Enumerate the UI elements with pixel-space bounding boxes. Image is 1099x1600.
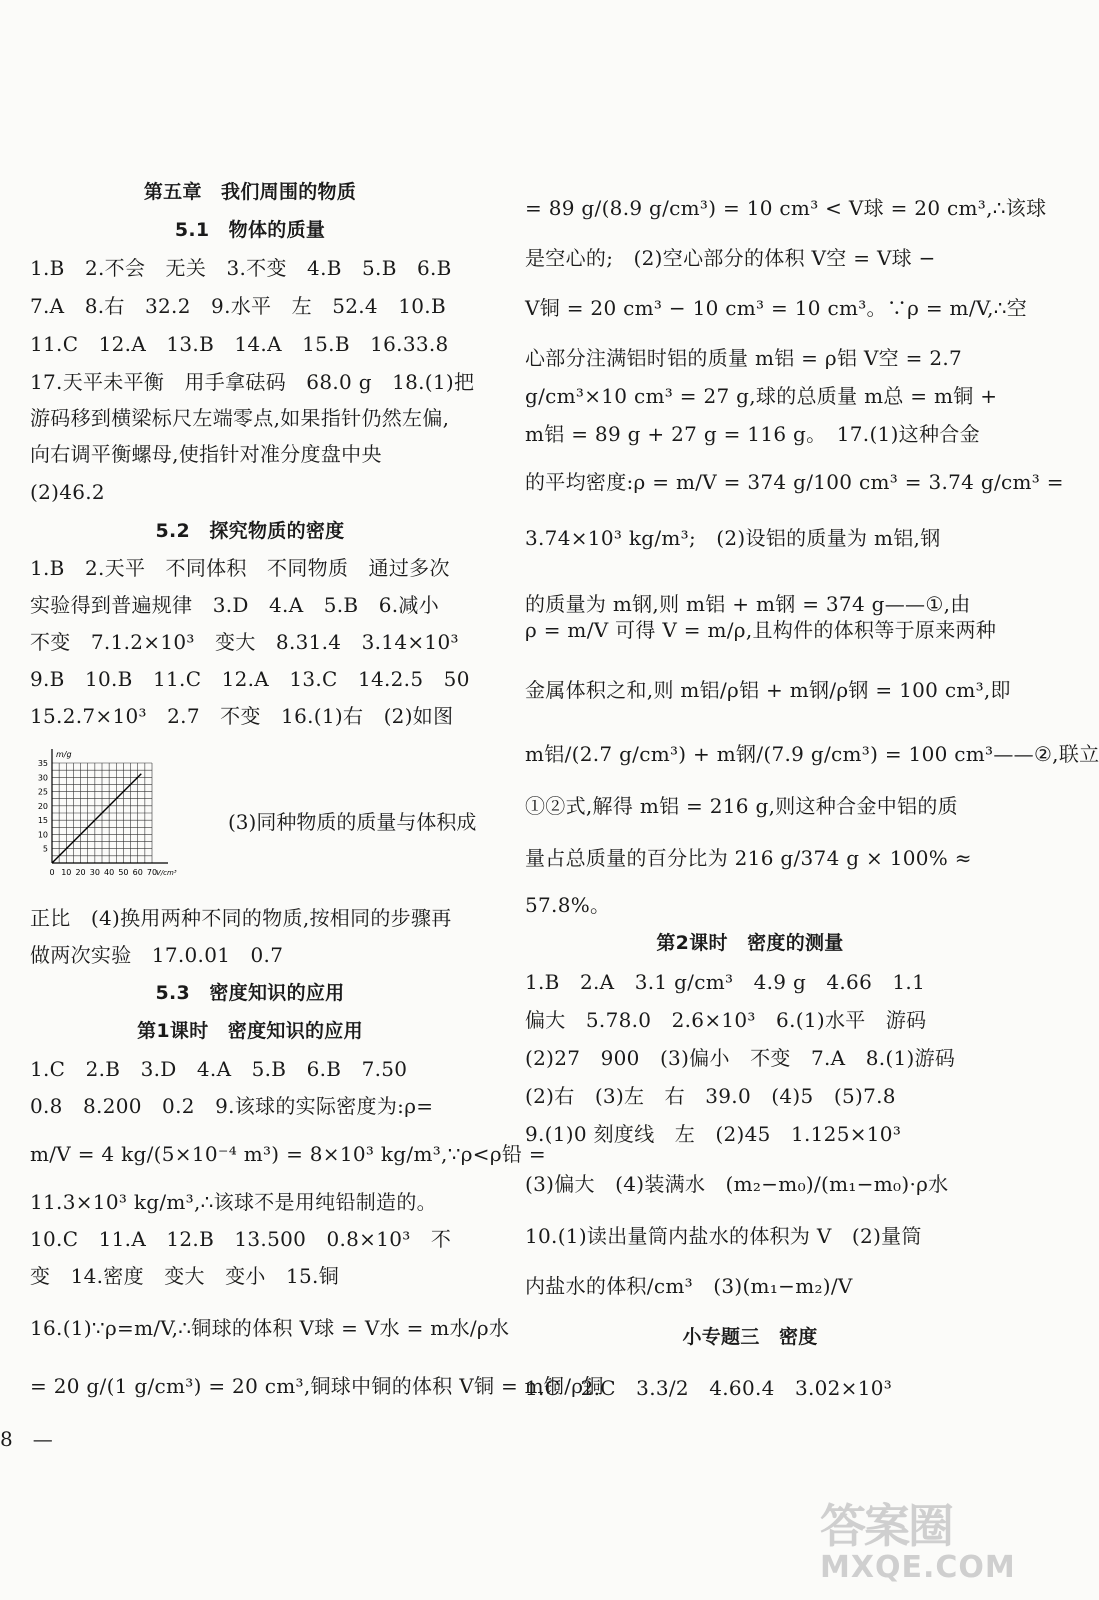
y-tick-label: 35 bbox=[37, 759, 48, 768]
x-tick-label: 70 bbox=[146, 868, 158, 877]
x-tick-label: 30 bbox=[89, 868, 100, 877]
answer-line: 变 14.密度 变大 变小 15.铜 bbox=[30, 1264, 340, 1288]
watermark-text: 答案圈 bbox=[820, 1499, 952, 1553]
watermark-logo bbox=[820, 1490, 1016, 1590]
answer-line: 心部分注满铝时铝的质量 m铝 = ρ铝 V空 = 2.7 bbox=[525, 346, 963, 370]
section-heading: 小专题三 密度 bbox=[682, 1326, 818, 1348]
answer-line: 11.C 12.A 13.B 14.A 15.B 16.33.8 bbox=[30, 332, 449, 356]
watermark-url: MXQE.COM bbox=[820, 1550, 1016, 1585]
answer-line: 7.A 8.右 32.2 9.水平 左 52.4 10.B bbox=[30, 294, 446, 318]
answer-line: (3)偏大 (4)装满水 (m₂−m₀)/(m₁−m₀)·ρ水 bbox=[525, 1172, 949, 1196]
answer-line: 16.(1)∵ρ=m/V,∴铜球的体积 V球 = V水 = m水/ρ水 bbox=[30, 1316, 510, 1340]
answer-line: = 20 g/(1 g/cm³) = 20 cm³,铜球中铜的体积 V铜 = m铜/ρ铜 bbox=[30, 1374, 604, 1398]
answer-line: 0.8 8.200 0.2 9.该球的实际密度为:ρ= bbox=[30, 1094, 434, 1118]
answer-line: 不变 7.1.2×10³ 变大 8.31.4 3.14×10³ bbox=[30, 630, 459, 654]
y-tick-label: 10 bbox=[37, 830, 48, 840]
section-heading: 5.3 密度知识的应用 bbox=[155, 982, 345, 1004]
answer-line: 1.B 2.A 3.1 g/cm³ 4.9 g 4.66 1.1 bbox=[525, 970, 926, 994]
answer-line: 10.C 11.A 12.B 13.500 0.8×10³ 不 bbox=[30, 1227, 452, 1251]
x-tick-label: 0 bbox=[49, 868, 55, 877]
answer-line: 向右调平衡螺母,使指针对准分度盘中央 bbox=[30, 442, 382, 466]
answer-line: m铝 = 89 g + 27 g = 116 g。 17.(1)这种合金 bbox=[525, 422, 980, 446]
answer-line: 11.3×10³ kg/m³,∴该球不是用纯铅制造的。 bbox=[30, 1190, 437, 1214]
answer-line: 1.B 2.天平 不同体积 不同物质 通过多次 bbox=[30, 556, 450, 580]
answer-line: 金属体积之和,则 m铝/ρ铝 + m钢/ρ钢 = 100 cm³,即 bbox=[525, 678, 1011, 702]
answer-line: 量占总质量的百分比为 216 g/374 g × 100% ≈ bbox=[525, 846, 972, 870]
answer-line: m铝/(2.7 g/cm³) + m钢/(7.9 g/cm³) = 100 cm³——②,联立 bbox=[525, 742, 1099, 766]
section-heading: 5.2 探究物质的密度 bbox=[155, 520, 345, 542]
answer-line: 游码移到横梁标尺左端零点,如果指针仍然左偏, bbox=[30, 406, 450, 430]
answer-line: 3.74×10³ kg/m³; (2)设铝的质量为 m铝,钢 bbox=[525, 526, 941, 550]
answer-line: 15.2.7×10³ 2.7 不变 16.(1)右 (2)如图 bbox=[30, 704, 454, 728]
answer-line: 的平均密度:ρ = m/V = 374 g/100 cm³ = 3.74 g/cm³ = bbox=[525, 470, 1064, 494]
page-number: 8 — bbox=[0, 1427, 53, 1451]
answer-line: 9.(1)0 刻度线 左 (2)45 1.125×10³ bbox=[525, 1122, 902, 1146]
answer-line: = 89 g/(8.9 g/cm³) = 10 cm³ < V球 = 20 cm³,∴该球 bbox=[525, 196, 1047, 220]
answer-line: (2)46.2 bbox=[30, 480, 105, 504]
answer-line: 正比 (4)换用两种不同的物质,按相同的步骤再 bbox=[30, 906, 452, 930]
answer-line: ρ = m/V 可得 V = m/ρ,且构件的体积等于原来两种 bbox=[525, 618, 997, 642]
answer-line: m/V = 4 kg/(5×10⁻⁴ m³) = 8×10³ kg/m³,∵ρ<ρ铅 = bbox=[30, 1142, 546, 1166]
answer-line: 10.(1)读出量筒内盐水的体积为 V (2)量筒 bbox=[525, 1224, 922, 1248]
section-heading: 第2课时 密度的测量 bbox=[656, 932, 844, 954]
answer-line: 1.B 2.不会 无关 3.不变 4.B 5.B 6.B bbox=[30, 256, 452, 280]
data-line bbox=[52, 774, 141, 863]
x-tick-label: 60 bbox=[132, 868, 143, 877]
answer-line: 是空心的; (2)空心部分的体积 V空 = V球 − bbox=[525, 246, 936, 270]
graph-caption: (3)同种物质的质量与体积成 bbox=[228, 810, 477, 834]
y-tick-label: 5 bbox=[42, 844, 48, 854]
section-heading: 第五章 我们周围的物质 bbox=[143, 181, 357, 203]
answer-line: 9.B 10.B 11.C 12.A 13.C 14.2.5 50 bbox=[30, 667, 470, 691]
x-tick-label: 50 bbox=[118, 868, 129, 877]
section-heading: 5.1 物体的质量 bbox=[174, 219, 326, 241]
answer-line: 做两次实验 17.0.01 0.7 bbox=[30, 943, 284, 967]
y-tick-label: 30 bbox=[37, 773, 48, 783]
answer-line: 1.C 2.C 3.3/2 4.60.4 3.02×10³ bbox=[525, 1376, 893, 1400]
answer-line: g/cm³×10 cm³ = 27 g,球的总质量 m总 = m铜 + bbox=[525, 384, 998, 408]
answer-line: 17.天平未平衡 用手拿砝码 68.0 g 18.(1)把 bbox=[30, 370, 475, 394]
x-tick-label: 20 bbox=[75, 868, 86, 877]
answer-line: 57.8%。 bbox=[525, 893, 611, 917]
answer-line: V铜 = 20 cm³ − 10 cm³ = 10 cm³。∵ρ = m/V,∴空 bbox=[525, 296, 1028, 320]
answer-line: 的质量为 m钢,则 m铝 + m钢 = 374 g——①,由 bbox=[525, 592, 971, 616]
answer-line: (2)27 900 (3)偏小 不变 7.A 8.(1)游码 bbox=[525, 1046, 956, 1070]
answer-line: 实验得到普遍规律 3.D 4.A 5.B 6.减小 bbox=[30, 593, 440, 617]
x-tick-label: 10 bbox=[61, 868, 72, 877]
x-axis-label: V/cm³ bbox=[156, 869, 177, 877]
y-tick-label: 20 bbox=[37, 801, 48, 811]
graph-svg bbox=[30, 745, 190, 885]
answer-line: 1.C 2.B 3.D 4.A 5.B 6.B 7.50 bbox=[30, 1057, 408, 1081]
x-tick-label: 40 bbox=[104, 868, 115, 877]
mass-volume-graph bbox=[30, 745, 190, 885]
y-axis-label: m/g bbox=[56, 750, 72, 759]
answer-line: (2)右 (3)左 右 39.0 (4)5 (5)7.8 bbox=[525, 1084, 896, 1108]
answer-line: ①②式,解得 m铝 = 216 g,则这种合金中铝的质 bbox=[525, 794, 958, 818]
y-tick-label: 25 bbox=[37, 787, 48, 797]
answer-line: 内盐水的体积/cm³ (3)(m₁−m₂)/V bbox=[525, 1274, 853, 1298]
answer-line: 偏大 5.78.0 2.6×10³ 6.(1)水平 游码 bbox=[525, 1008, 927, 1032]
y-tick-label: 15 bbox=[37, 816, 48, 826]
section-heading: 第1课时 密度知识的应用 bbox=[137, 1020, 363, 1042]
